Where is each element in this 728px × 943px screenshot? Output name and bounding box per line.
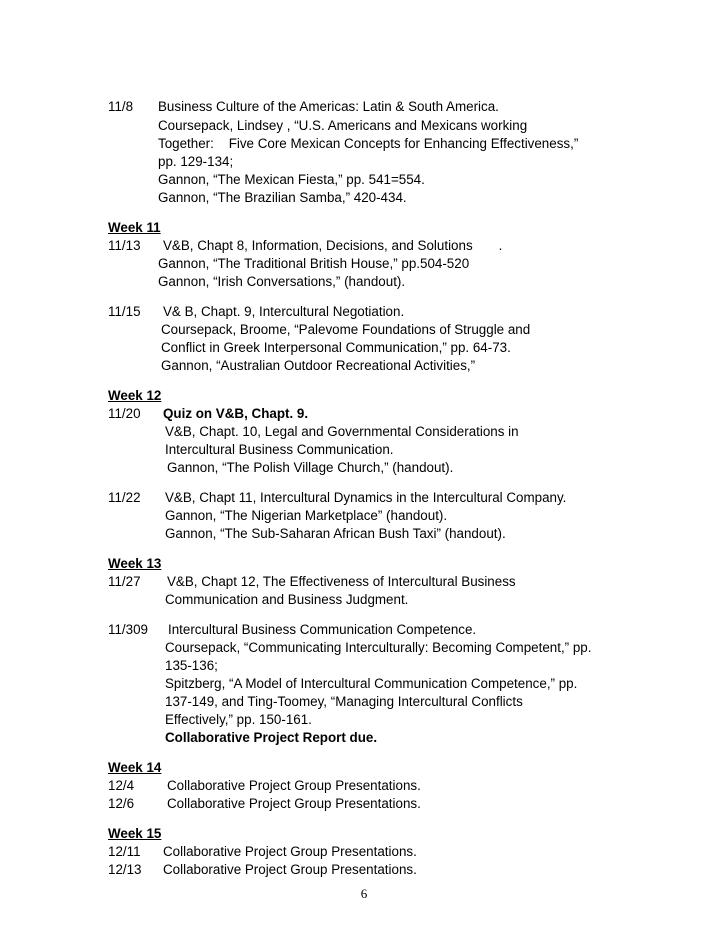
entry-line: Coursepack, Lindsey , “U.S. Americans and Mexicans working <box>158 118 528 133</box>
entry-line: V&B, Chapt. 10, Legal and Governmental Considerations in <box>165 424 519 439</box>
entry-line: Business Culture of the Americas: Latin & South America. <box>158 99 499 114</box>
entry-line: Gannon, “The Mexican Fiesta,” pp. 541=554. <box>158 172 425 187</box>
entry-date: 11/309 <box>108 622 148 637</box>
entry-date: 11/8 <box>108 99 134 114</box>
entry-line: Coursepack, Broome, “Palevome Foundations of Struggle and <box>161 322 531 337</box>
entry-line: V&B, Chapt 8, Information, Decisions, and Solutions . <box>163 238 503 253</box>
entry-line: Collaborative Project Group Presentations. <box>163 862 417 877</box>
entry-line: Together: Five Core Mexican Concepts for Enhancing Effectiveness,” <box>158 136 579 151</box>
entry-line: 135-136; <box>165 658 218 673</box>
entry-line: Gannon, “The Nigerian Marketplace” (handout). <box>165 508 448 523</box>
week-heading: Week 11 <box>108 220 161 235</box>
entry-line: Communication and Business Judgment. <box>165 592 409 607</box>
entry-date: 11/15 <box>108 304 141 319</box>
entry-line: 137-149, and Ting-Toomey, “Managing Intercultural Conflicts <box>165 694 523 709</box>
entry-line: V&B, Chapt 12, The Effectiveness of Intercultural Business <box>167 574 516 589</box>
week-heading: Week 15 <box>108 826 162 841</box>
entry-line: Gannon, “The Sub-Saharan African Bush Taxi” (handout). <box>165 526 506 541</box>
week-heading: Week 13 <box>108 556 162 571</box>
entry-line: Spitzberg, “A Model of Intercultural Communication Competence,” pp. <box>165 676 578 691</box>
entry-line: Collaborative Project Group Presentations. <box>167 796 421 811</box>
week-heading: Week 12 <box>108 388 162 403</box>
entry-line: Collaborative Project Group Presentations. <box>167 778 421 793</box>
week-heading: Week 14 <box>108 760 162 775</box>
entry-line: Collaborative Project Group Presentations. <box>163 844 417 859</box>
entry-line: Conflict in Greek Interpersonal Communication,” pp. 64-73. <box>161 340 511 355</box>
entry-line: Gannon, “The Polish Village Church,” (handout). <box>167 460 454 475</box>
entry-date: 11/20 <box>108 406 141 421</box>
quiz-notice: Quiz on V&B, Chapt. 9. <box>163 406 309 421</box>
entry-date: 12/13 <box>108 862 142 877</box>
project-due-notice: Collaborative Project Report due. <box>165 730 378 745</box>
entry-date: 11/27 <box>108 574 141 589</box>
entry-line: Effectively,” pp. 150-161. <box>165 712 312 727</box>
entry-date: 12/4 <box>108 778 135 793</box>
entry-date: 12/11 <box>108 844 141 859</box>
entry-line: Gannon, “The Brazilian Samba,” 420-434. <box>158 190 407 205</box>
entry-date: 12/6 <box>108 796 135 811</box>
entry-line: Gannon, “Australian Outdoor Recreational Activities,” <box>161 358 476 373</box>
entry-line: Intercultural Business Communication Competence. <box>168 622 477 637</box>
entry-date: 11/22 <box>108 490 141 505</box>
entry-line: Gannon, “The Traditional British House,” pp.504-520 <box>158 256 470 271</box>
entry-line: V& B, Chapt. 9, Intercultural Negotiation. <box>163 304 405 319</box>
entry-line: Coursepack, “Communicating Interculturally: Becoming Competent,” pp. <box>165 640 592 655</box>
entry-line: V&B, Chapt 11, Intercultural Dynamics in the Intercultural Company. <box>165 490 567 505</box>
entry-line: Intercultural Business Communication. <box>165 442 394 457</box>
entry-line: pp. 129-134; <box>158 154 234 169</box>
page-number: 6 <box>360 886 368 901</box>
entry-date: 11/13 <box>108 238 141 253</box>
entry-line: Gannon, “Irish Conversations,” (handout). <box>158 274 406 289</box>
